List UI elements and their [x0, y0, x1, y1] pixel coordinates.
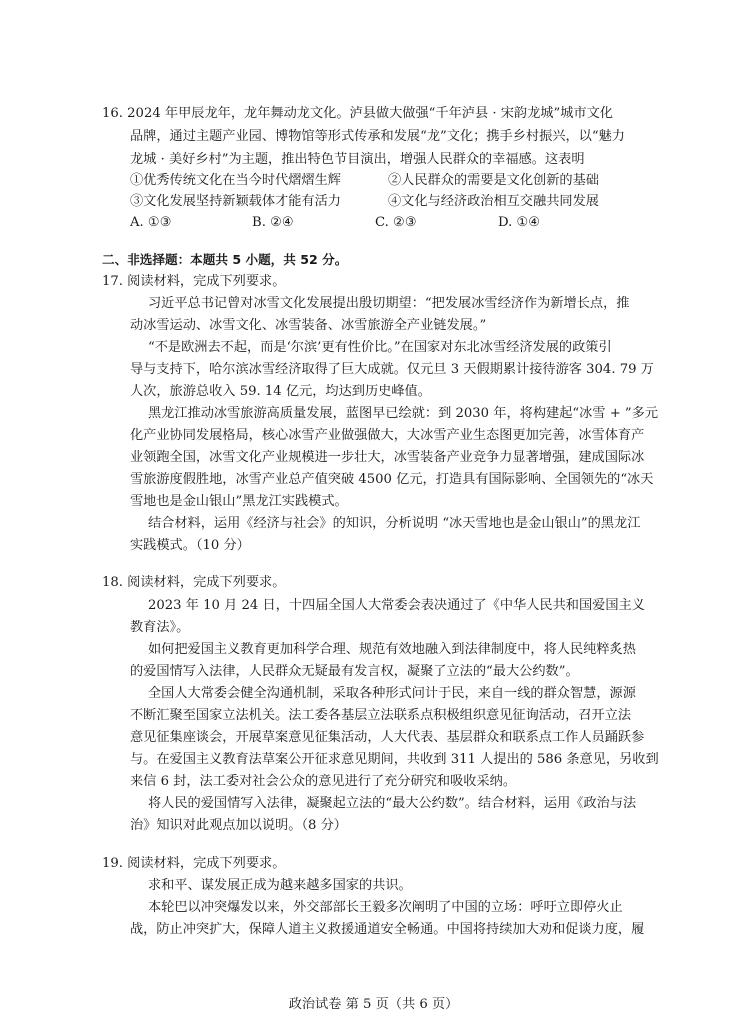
- q17-line-4: 导与支持下，哈尔滨冰雪经济取得了巨大成就。仅元旦 3 天假期累计接待游客 304. 79 万: [130, 362, 654, 377]
- q17-line-5: 人次，旅游总收入 59. 14 亿元，均达到历史峰值。: [130, 384, 431, 399]
- q18-line-3: 如何把爱国主义教育更加科学合理、规范有效地融入到法律制度中，将人民纯粹炙热: [148, 642, 636, 657]
- q18-line-11: 治》知识对此观点加以说明。（8 分）: [130, 818, 347, 833]
- section-2-heading: 二、非选择题：本题共 5 小题，共 52 分。: [102, 252, 348, 267]
- q19-title: 19. 阅读材料，完成下列要求。: [102, 856, 286, 871]
- q17-line-10: 雪地也是金山银山”黑龙江实践模式。: [130, 494, 348, 509]
- q16-line-2: 品牌，通过主题产业园、博物馆等形式传承和发展“龙”文化；携手乡村振兴，以“魅力: [130, 129, 625, 144]
- q16-line-3: 龙城 · 美好乡村”为主题，推出特色节目演出，增强人民群众的幸福感。这表明: [130, 152, 585, 167]
- q17-line-7: 化产业协同发展格局，核心冰雪产业做强做大，大冰雪产业生态图更加完善，冰雪体育产: [130, 428, 645, 443]
- q17-line-9: 雪旅游度假胜地，冰雪产业总产值突破 4500 亿元，打造具有国际影响、全国领先的“冰天: [130, 472, 654, 487]
- q18-line-9: 来信 6 封，法工委对社会公众的意见进行了充分研究和吸收采纳。: [130, 774, 517, 789]
- page-footer: 政治试卷 第 5 页（共 6 页）: [288, 997, 459, 1012]
- q17-title: 17. 阅读材料，完成下列要求。: [102, 274, 286, 289]
- q16-line-1: 16. 2024 年甲辰龙年，龙年舞动龙文化。泸县做大做强“千年泸县 · 宋韵龙城”城市文化: [102, 106, 613, 121]
- q19-line-1: 求和平、谋发展正成为越来越多国家的共识。: [148, 878, 412, 893]
- q18-line-5: 全国人大常委会健全沟通机制，采取各种形式问计于民，来自一线的群众智慧，源源: [148, 686, 636, 701]
- q17-line-6: 黑龙江推动冰雪旅游高质量发展，蓝图早已绘就：到 2030 年，将构建起“冰雪 + ”多元: [148, 406, 659, 421]
- q17-line-1: 习近平总书记曾对冰雪文化发展提出殷切期望：“把发展冰雪经济作为新增长点，推: [148, 296, 630, 311]
- q17-line-2: 动冰雪运动、冰雪文化、冰雪装备、冰雪旅游全产业链发展。”: [130, 318, 487, 333]
- q16-option-c: C. ②③: [375, 215, 417, 230]
- q17-line-8: 业领跑全国，冰雪文化产业规模进一步壮大，冰雪装备产业竞争力显著增强，建成国际冰: [130, 450, 645, 465]
- q16-statement-1: ①优秀传统文化在当今时代熠熠生辉: [130, 173, 341, 188]
- q18-title: 18. 阅读材料，完成下列要求。: [102, 575, 286, 590]
- q16-option-b: B. ②④: [252, 215, 294, 230]
- q18-line-6: 不断汇聚至国家立法机关。法工委各基层立法联系点积极组织意见征询活动，召开立法: [130, 708, 632, 723]
- q18-line-4: 的爱国情写入法律，人民群众无疑最有发言权，凝聚了立法的“最大公约数”。: [130, 664, 579, 679]
- q19-line-2: 本轮巴以冲突爆发以来，外交部部长王毅多次阐明了中国的立场：呼吁立即停火止: [148, 900, 623, 915]
- q18-line-1: 2023 年 10 月 24 日，十四届全国人大常委会表决通过了《中华人民共和国爱国主义: [148, 598, 645, 613]
- q16-option-d: D. ①④: [498, 215, 541, 230]
- q16-statement-4: ④文化与经济政治相互交融共同发展: [388, 194, 599, 209]
- q16-statement-2: ②人民群众的需要是文化创新的基础: [388, 173, 599, 188]
- q17-line-11: 结合材料，运用《经济与社会》的知识，分析说明 “冰天雪地也是金山银山”的黑龙江: [148, 516, 641, 531]
- q19-line-3: 战，防止冲突扩大，保障人道主义救援通道安全畅通。中国将持续加大劝和促谈力度，履: [130, 922, 645, 937]
- q16-option-a: A. ①③: [130, 215, 172, 230]
- q17-line-12: 实践模式。（10 分）: [130, 538, 250, 553]
- q16-statement-3: ③文化发展坚持新颖载体才能有活力: [130, 194, 341, 209]
- q17-line-3: “不是欧洲去不起，而是‘尔滨’更有性价比。”在国家对东北冰雪经济发展的政策引: [148, 340, 612, 355]
- q18-line-7: 意见征集座谈会，开展草案意见征集活动，人大代表、基层群众和联系点工作人员踊跃参: [130, 730, 645, 745]
- q18-line-10: 将人民的爱国情写入法律，凝聚起立法的“最大公约数”。结合材料，运用《政治与法: [148, 796, 637, 811]
- q18-line-8: 与。在爱国主义教育法草案公开征求意见期间，共收到 311 人提出的 586 条意见，另收到: [130, 752, 659, 767]
- q18-line-2: 教育法》。: [130, 620, 190, 635]
